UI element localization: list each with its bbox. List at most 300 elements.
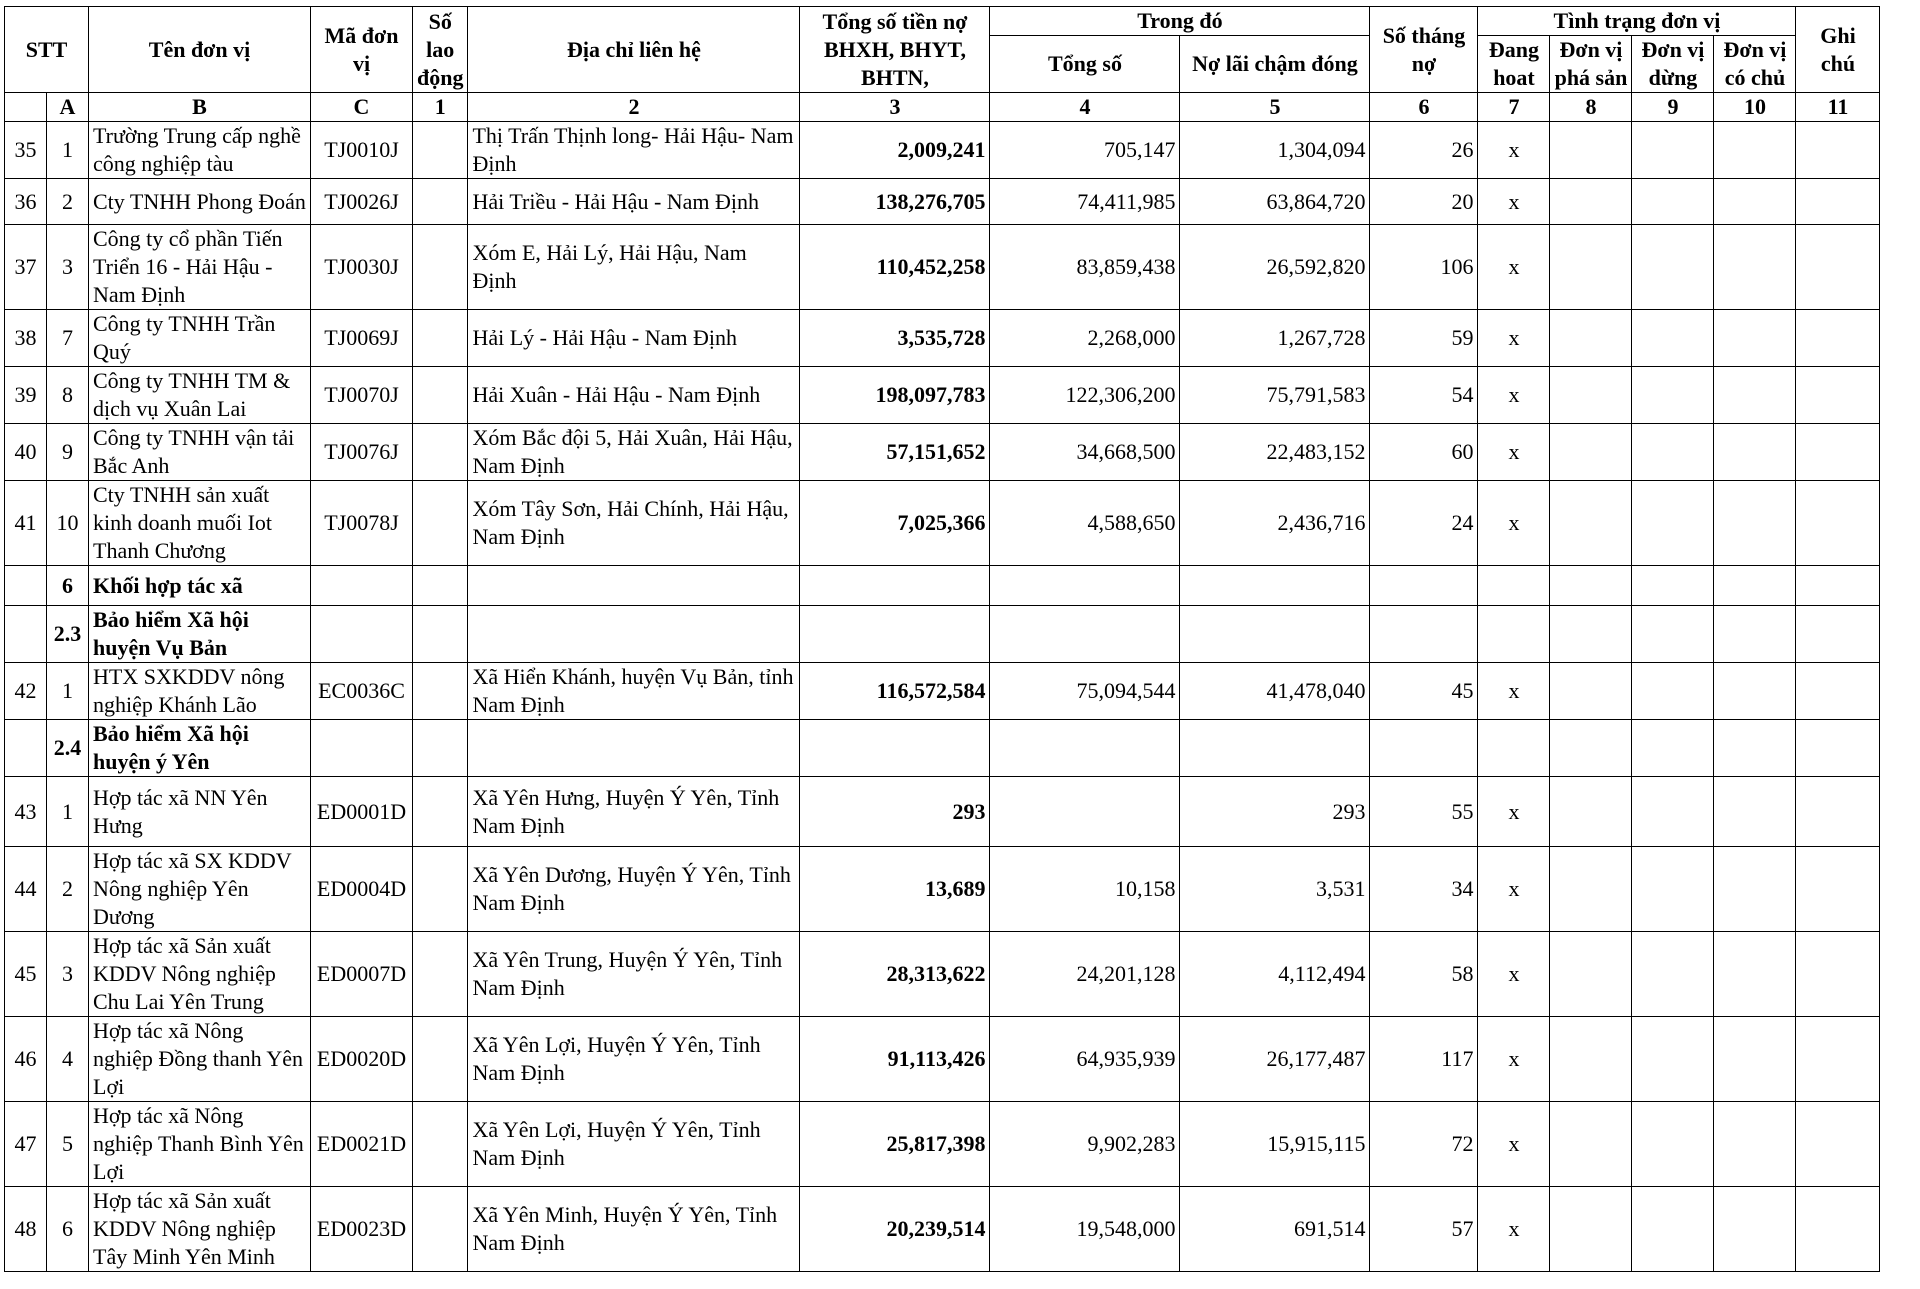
row-pha-san	[1550, 847, 1632, 932]
row-total-debt: 2,009,241	[800, 122, 990, 179]
row-dung	[1632, 847, 1714, 932]
header-ten-don-vi: Tên đơn vị	[89, 7, 311, 93]
header-ma-don-vi: Mã đơn vị	[311, 7, 413, 93]
row-address: Xã Yên Minh, Huyện Ý Yên, Tỉnh Nam Định	[468, 1187, 800, 1272]
row-dung	[1632, 777, 1714, 847]
header-so-lao-dong: Số lao động	[413, 7, 468, 93]
row-dang-hoat: x	[1478, 663, 1550, 720]
row-so-lao-dong	[413, 663, 468, 720]
row-tong-so	[990, 777, 1180, 847]
row-tong-so: 24,201,128	[990, 932, 1180, 1017]
row-tong-so: 75,094,544	[990, 663, 1180, 720]
row-tong-so: 34,668,500	[990, 424, 1180, 481]
row-no-lai: 3,531	[1180, 847, 1370, 932]
group-index: 2.4	[47, 720, 89, 777]
row-so-lao-dong	[413, 932, 468, 1017]
empty-cell	[800, 720, 990, 777]
row-ghi-chu	[1796, 1102, 1880, 1187]
row-unit-name: Cty TNHH Phong Đoán	[89, 179, 311, 225]
empty-cell	[1796, 566, 1880, 606]
table-row	[5, 122, 1880, 179]
row-months: 106	[1370, 225, 1478, 310]
header-no-lai: Nợ lãi chậm đóng	[1180, 36, 1370, 93]
header-dia-chi: Địa chỉ liên hệ	[468, 7, 800, 93]
group-title: Bảo hiểm Xã hội huyện Vụ Bản	[89, 606, 311, 663]
row-total-debt: 110,452,258	[800, 225, 990, 310]
row-dung	[1632, 481, 1714, 566]
empty-cell	[1180, 720, 1370, 777]
row-stt: 39	[5, 367, 47, 424]
row-dung	[1632, 663, 1714, 720]
row-months: 45	[1370, 663, 1478, 720]
row-total-debt: 3,535,728	[800, 310, 990, 367]
index-cell: 4	[990, 93, 1180, 122]
row-sub-index: 10	[47, 481, 89, 566]
row-no-lai: 26,177,487	[1180, 1017, 1370, 1102]
index-cell: 9	[1632, 93, 1714, 122]
row-so-lao-dong	[413, 1187, 468, 1272]
row-pha-san	[1550, 663, 1632, 720]
table-row	[5, 481, 1880, 566]
index-cell: 8	[1550, 93, 1632, 122]
row-no-lai: 2,436,716	[1180, 481, 1370, 566]
row-dang-hoat: x	[1478, 932, 1550, 1017]
row-total-debt: 138,276,705	[800, 179, 990, 225]
row-unit-code: TJ0069J	[311, 310, 413, 367]
row-so-lao-dong	[413, 179, 468, 225]
empty-cell	[1180, 566, 1370, 606]
row-so-lao-dong	[413, 777, 468, 847]
row-so-lao-dong	[413, 225, 468, 310]
row-so-lao-dong	[413, 1017, 468, 1102]
row-unit-code: TJ0026J	[311, 179, 413, 225]
row-stt: 41	[5, 481, 47, 566]
table-row	[5, 1017, 1880, 1102]
row-so-lao-dong	[413, 481, 468, 566]
row-pha-san	[1550, 424, 1632, 481]
row-stt: 47	[5, 1102, 47, 1187]
debt-table	[4, 6, 1880, 1272]
row-total-debt: 91,113,426	[800, 1017, 990, 1102]
empty-cell	[1370, 566, 1478, 606]
header-trong-do: Trong đó	[990, 7, 1370, 36]
row-address: Xã Yên Lợi, Huyện Ý Yên, Tỉnh Nam Định	[468, 1017, 800, 1102]
row-co-chu	[1714, 1187, 1796, 1272]
group-index: 6	[47, 566, 89, 606]
row-tong-so: 2,268,000	[990, 310, 1180, 367]
empty-cell	[468, 720, 800, 777]
row-sub-index: 7	[47, 310, 89, 367]
row-total-debt: 7,025,366	[800, 481, 990, 566]
row-months: 20	[1370, 179, 1478, 225]
row-months: 117	[1370, 1017, 1478, 1102]
row-tong-so: 64,935,939	[990, 1017, 1180, 1102]
row-unit-name: Công ty TNHH TM & dịch vụ Xuân Lai	[89, 367, 311, 424]
row-tong-so: 122,306,200	[990, 367, 1180, 424]
row-ghi-chu	[1796, 225, 1880, 310]
table-row	[5, 777, 1880, 847]
header-dang-hoat: Đang hoat	[1478, 36, 1550, 93]
row-dang-hoat: x	[1478, 481, 1550, 566]
row-no-lai: 75,791,583	[1180, 367, 1370, 424]
table-row	[5, 424, 1880, 481]
row-stt: 43	[5, 777, 47, 847]
row-stt: 37	[5, 225, 47, 310]
row-co-chu	[1714, 367, 1796, 424]
row-tong-so: 83,859,438	[990, 225, 1180, 310]
row-tong-so: 19,548,000	[990, 1187, 1180, 1272]
empty-cell	[1370, 720, 1478, 777]
row-dang-hoat: x	[1478, 225, 1550, 310]
row-unit-name: Hợp tác xã NN Yên Hưng	[89, 777, 311, 847]
row-stt: 45	[5, 932, 47, 1017]
empty-cell	[1478, 720, 1550, 777]
row-unit-name: Cty TNHH sản xuất kinh doanh muối Iot Thanh Chương	[89, 481, 311, 566]
row-co-chu	[1714, 424, 1796, 481]
row-months: 57	[1370, 1187, 1478, 1272]
group-index: 2.3	[47, 606, 89, 663]
row-unit-name: Công ty TNHH Trần Quý	[89, 310, 311, 367]
row-sub-index: 6	[47, 1187, 89, 1272]
row-total-debt: 25,817,398	[800, 1102, 990, 1187]
row-co-chu	[1714, 932, 1796, 1017]
row-unit-code: ED0001D	[311, 777, 413, 847]
row-unit-code: TJ0070J	[311, 367, 413, 424]
index-cell: A	[47, 93, 89, 122]
row-dang-hoat: x	[1478, 1102, 1550, 1187]
empty-cell	[5, 606, 47, 663]
row-address: Xóm E, Hải Lý, Hải Hậu, Nam Định	[468, 225, 800, 310]
row-ghi-chu	[1796, 179, 1880, 225]
row-dang-hoat: x	[1478, 777, 1550, 847]
empty-cell	[311, 606, 413, 663]
row-so-lao-dong	[413, 1102, 468, 1187]
row-sub-index: 2	[47, 847, 89, 932]
empty-cell	[311, 720, 413, 777]
index-cell: B	[89, 93, 311, 122]
row-total-debt: 198,097,783	[800, 367, 990, 424]
row-unit-name: Hợp tác xã Sản xuất KDDV Nông nghiệp Tây Minh Yên Minh	[89, 1187, 311, 1272]
row-sub-index: 1	[47, 777, 89, 847]
row-sub-index: 1	[47, 663, 89, 720]
row-stt: 35	[5, 122, 47, 179]
empty-cell	[1714, 720, 1796, 777]
row-sub-index: 1	[47, 122, 89, 179]
row-so-lao-dong	[413, 367, 468, 424]
empty-cell	[1180, 606, 1370, 663]
table-row	[5, 1187, 1880, 1272]
row-pha-san	[1550, 225, 1632, 310]
row-stt: 38	[5, 310, 47, 367]
row-dung	[1632, 1017, 1714, 1102]
row-pha-san	[1550, 1017, 1632, 1102]
row-dung	[1632, 1102, 1714, 1187]
row-co-chu	[1714, 663, 1796, 720]
empty-cell	[1796, 720, 1880, 777]
row-unit-name: Hợp tác xã Nông nghiệp Đồng thanh Yên Lợi	[89, 1017, 311, 1102]
row-no-lai: 63,864,720	[1180, 179, 1370, 225]
row-tong-so: 4,588,650	[990, 481, 1180, 566]
row-co-chu	[1714, 179, 1796, 225]
row-stt: 46	[5, 1017, 47, 1102]
row-unit-code: ED0004D	[311, 847, 413, 932]
row-address: Xã Yên Trung, Huyện Ý Yên, Tỉnh Nam Định	[468, 932, 800, 1017]
empty-cell	[1632, 720, 1714, 777]
group-title: Bảo hiểm Xã hội huyện ý Yên	[89, 720, 311, 777]
empty-cell	[1550, 720, 1632, 777]
row-stt: 44	[5, 847, 47, 932]
row-unit-code: TJ0010J	[311, 122, 413, 179]
empty-cell	[5, 720, 47, 777]
row-no-lai: 4,112,494	[1180, 932, 1370, 1017]
row-stt: 42	[5, 663, 47, 720]
row-months: 59	[1370, 310, 1478, 367]
group-row	[5, 606, 1880, 663]
row-ghi-chu	[1796, 1187, 1880, 1272]
table-row	[5, 847, 1880, 932]
group-title: Khối hợp tác xã	[89, 566, 311, 606]
row-sub-index: 3	[47, 225, 89, 310]
row-ghi-chu	[1796, 663, 1880, 720]
empty-cell	[990, 720, 1180, 777]
row-dung	[1632, 367, 1714, 424]
row-months: 55	[1370, 777, 1478, 847]
row-no-lai: 41,478,040	[1180, 663, 1370, 720]
row-no-lai: 293	[1180, 777, 1370, 847]
row-pha-san	[1550, 932, 1632, 1017]
index-cell: 6	[1370, 93, 1478, 122]
row-unit-name: Công ty TNHH vận tải Bắc Anh	[89, 424, 311, 481]
row-total-debt: 13,689	[800, 847, 990, 932]
row-dung	[1632, 424, 1714, 481]
row-dung	[1632, 932, 1714, 1017]
header-stt: STT	[5, 7, 89, 93]
row-ghi-chu	[1796, 122, 1880, 179]
row-so-lao-dong	[413, 122, 468, 179]
index-cell: C	[311, 93, 413, 122]
row-months: 72	[1370, 1102, 1478, 1187]
group-row	[5, 566, 1880, 606]
empty-cell	[1796, 606, 1880, 663]
index-cell: 10	[1714, 93, 1796, 122]
row-total-debt: 116,572,584	[800, 663, 990, 720]
header-pha-san: Đơn vị phá sản	[1550, 36, 1632, 93]
row-dang-hoat: x	[1478, 367, 1550, 424]
row-co-chu	[1714, 847, 1796, 932]
table-body	[5, 122, 1880, 1272]
row-dang-hoat: x	[1478, 1187, 1550, 1272]
table-row	[5, 663, 1880, 720]
row-address: Xã Yên Lợi, Huyện Ý Yên, Tỉnh Nam Định	[468, 1102, 800, 1187]
row-address: Hải Xuân - Hải Hậu - Nam Định	[468, 367, 800, 424]
empty-cell	[990, 566, 1180, 606]
row-ghi-chu	[1796, 424, 1880, 481]
row-address: Xã Hiển Khánh, huyện Vụ Bản, tỉnh Nam Định	[468, 663, 800, 720]
row-months: 34	[1370, 847, 1478, 932]
row-unit-name: Công ty cổ phần Tiến Triển 16 - Hải Hậu - Nam Định	[89, 225, 311, 310]
row-months: 54	[1370, 367, 1478, 424]
row-dung	[1632, 179, 1714, 225]
row-address: Hải Triều - Hải Hậu - Nam Định	[468, 179, 800, 225]
empty-cell	[1478, 566, 1550, 606]
row-ghi-chu	[1796, 310, 1880, 367]
row-no-lai: 15,915,115	[1180, 1102, 1370, 1187]
row-co-chu	[1714, 225, 1796, 310]
row-no-lai: 22,483,152	[1180, 424, 1370, 481]
empty-cell	[468, 606, 800, 663]
row-address: Xã Yên Dương, Huyện Ý Yên, Tỉnh Nam Định	[468, 847, 800, 932]
table-row	[5, 225, 1880, 310]
column-index-row	[5, 93, 1880, 122]
index-cell: 7	[1478, 93, 1550, 122]
row-stt: 36	[5, 179, 47, 225]
row-unit-name: Hợp tác xã Nông nghiệp Thanh Bình Yên Lợi	[89, 1102, 311, 1187]
row-tong-so: 9,902,283	[990, 1102, 1180, 1187]
row-unit-code: TJ0078J	[311, 481, 413, 566]
row-address: Xóm Bắc đội 5, Hải Xuân, Hải Hậu, Nam Định	[468, 424, 800, 481]
header-so-thang-no: Số tháng nợ	[1370, 7, 1478, 93]
row-so-lao-dong	[413, 424, 468, 481]
row-total-debt: 20,239,514	[800, 1187, 990, 1272]
row-stt: 48	[5, 1187, 47, 1272]
row-dang-hoat: x	[1478, 122, 1550, 179]
row-ghi-chu	[1796, 777, 1880, 847]
row-total-debt: 28,313,622	[800, 932, 990, 1017]
row-unit-name: Hợp tác xã Sản xuất KDDV Nông nghiệp Chu Lai Yên Trung	[89, 932, 311, 1017]
row-sub-index: 3	[47, 932, 89, 1017]
row-pha-san	[1550, 1187, 1632, 1272]
row-dang-hoat: x	[1478, 847, 1550, 932]
row-months: 24	[1370, 481, 1478, 566]
table-row	[5, 932, 1880, 1017]
row-months: 58	[1370, 932, 1478, 1017]
row-co-chu	[1714, 1102, 1796, 1187]
row-ghi-chu	[1796, 481, 1880, 566]
row-co-chu	[1714, 122, 1796, 179]
empty-cell	[1478, 606, 1550, 663]
row-ghi-chu	[1796, 1017, 1880, 1102]
header-dung: Đơn vị dừng	[1632, 36, 1714, 93]
row-tong-so: 74,411,985	[990, 179, 1180, 225]
empty-cell	[5, 566, 47, 606]
empty-cell	[1632, 566, 1714, 606]
index-cell: 11	[1796, 93, 1880, 122]
index-cell	[5, 93, 47, 122]
empty-cell	[413, 606, 468, 663]
row-pha-san	[1550, 310, 1632, 367]
row-dang-hoat: x	[1478, 179, 1550, 225]
row-unit-name: Trường Trung cấp nghề công nghiệp tàu	[89, 122, 311, 179]
row-address: Xã Yên Hưng, Huyện Ý Yên, Tỉnh Nam Định	[468, 777, 800, 847]
table-row	[5, 1102, 1880, 1187]
row-dung	[1632, 225, 1714, 310]
row-ghi-chu	[1796, 932, 1880, 1017]
row-address: Xóm Tây Sơn, Hải Chính, Hải Hậu, Nam Định	[468, 481, 800, 566]
row-so-lao-dong	[413, 847, 468, 932]
empty-cell	[468, 566, 800, 606]
table-row	[5, 179, 1880, 225]
empty-cell	[1714, 606, 1796, 663]
row-dung	[1632, 310, 1714, 367]
row-pha-san	[1550, 1102, 1632, 1187]
empty-cell	[1550, 606, 1632, 663]
row-so-lao-dong	[413, 310, 468, 367]
row-address: Hải Lý - Hải Hậu - Nam Định	[468, 310, 800, 367]
group-row	[5, 720, 1880, 777]
header-ghi-chu: Ghi chú	[1796, 7, 1880, 93]
row-no-lai: 1,267,728	[1180, 310, 1370, 367]
empty-cell	[800, 566, 990, 606]
row-dung	[1632, 1187, 1714, 1272]
index-cell: 2	[468, 93, 800, 122]
row-unit-code: ED0007D	[311, 932, 413, 1017]
row-sub-index: 4	[47, 1017, 89, 1102]
row-sub-index: 5	[47, 1102, 89, 1187]
row-total-debt: 57,151,652	[800, 424, 990, 481]
row-sub-index: 2	[47, 179, 89, 225]
empty-cell	[990, 606, 1180, 663]
row-co-chu	[1714, 310, 1796, 367]
row-no-lai: 691,514	[1180, 1187, 1370, 1272]
row-no-lai: 1,304,094	[1180, 122, 1370, 179]
row-pha-san	[1550, 179, 1632, 225]
empty-cell	[1632, 606, 1714, 663]
row-unit-name: Hợp tác xã SX KDDV Nông nghiệp Yên Dương	[89, 847, 311, 932]
row-dang-hoat: x	[1478, 310, 1550, 367]
row-ghi-chu	[1796, 367, 1880, 424]
row-unit-code: ED0023D	[311, 1187, 413, 1272]
row-total-debt: 293	[800, 777, 990, 847]
empty-cell	[1714, 566, 1796, 606]
index-cell: 1	[413, 93, 468, 122]
row-sub-index: 8	[47, 367, 89, 424]
header-tong-no: Tổng số tiền nợ BHXH, BHYT, BHTN,	[800, 7, 990, 93]
row-unit-code: TJ0076J	[311, 424, 413, 481]
table-row	[5, 310, 1880, 367]
header-co-chu: Đơn vị có chủ	[1714, 36, 1796, 93]
row-unit-code: EC0036C	[311, 663, 413, 720]
empty-cell	[413, 720, 468, 777]
row-pha-san	[1550, 367, 1632, 424]
row-sub-index: 9	[47, 424, 89, 481]
row-tong-so: 10,158	[990, 847, 1180, 932]
row-co-chu	[1714, 481, 1796, 566]
index-cell: 3	[800, 93, 990, 122]
row-address: Thị Trấn Thịnh long- Hải Hậu- Nam Định	[468, 122, 800, 179]
header-tong-so: Tổng số	[990, 36, 1180, 93]
empty-cell	[1550, 566, 1632, 606]
row-co-chu	[1714, 777, 1796, 847]
empty-cell	[1370, 606, 1478, 663]
row-dang-hoat: x	[1478, 1017, 1550, 1102]
index-cell: 5	[1180, 93, 1370, 122]
row-pha-san	[1550, 481, 1632, 566]
row-dung	[1632, 122, 1714, 179]
row-unit-code: TJ0030J	[311, 225, 413, 310]
empty-cell	[311, 566, 413, 606]
row-months: 26	[1370, 122, 1478, 179]
row-stt: 40	[5, 424, 47, 481]
empty-cell	[800, 606, 990, 663]
row-ghi-chu	[1796, 847, 1880, 932]
row-unit-name: HTX SXKDDV nông nghiệp Khánh Lão	[89, 663, 311, 720]
row-pha-san	[1550, 777, 1632, 847]
row-tong-so: 705,147	[990, 122, 1180, 179]
row-co-chu	[1714, 1017, 1796, 1102]
row-unit-code: ED0021D	[311, 1102, 413, 1187]
header-tinh-trang: Tình trạng đơn vị	[1478, 7, 1796, 36]
row-unit-code: ED0020D	[311, 1017, 413, 1102]
